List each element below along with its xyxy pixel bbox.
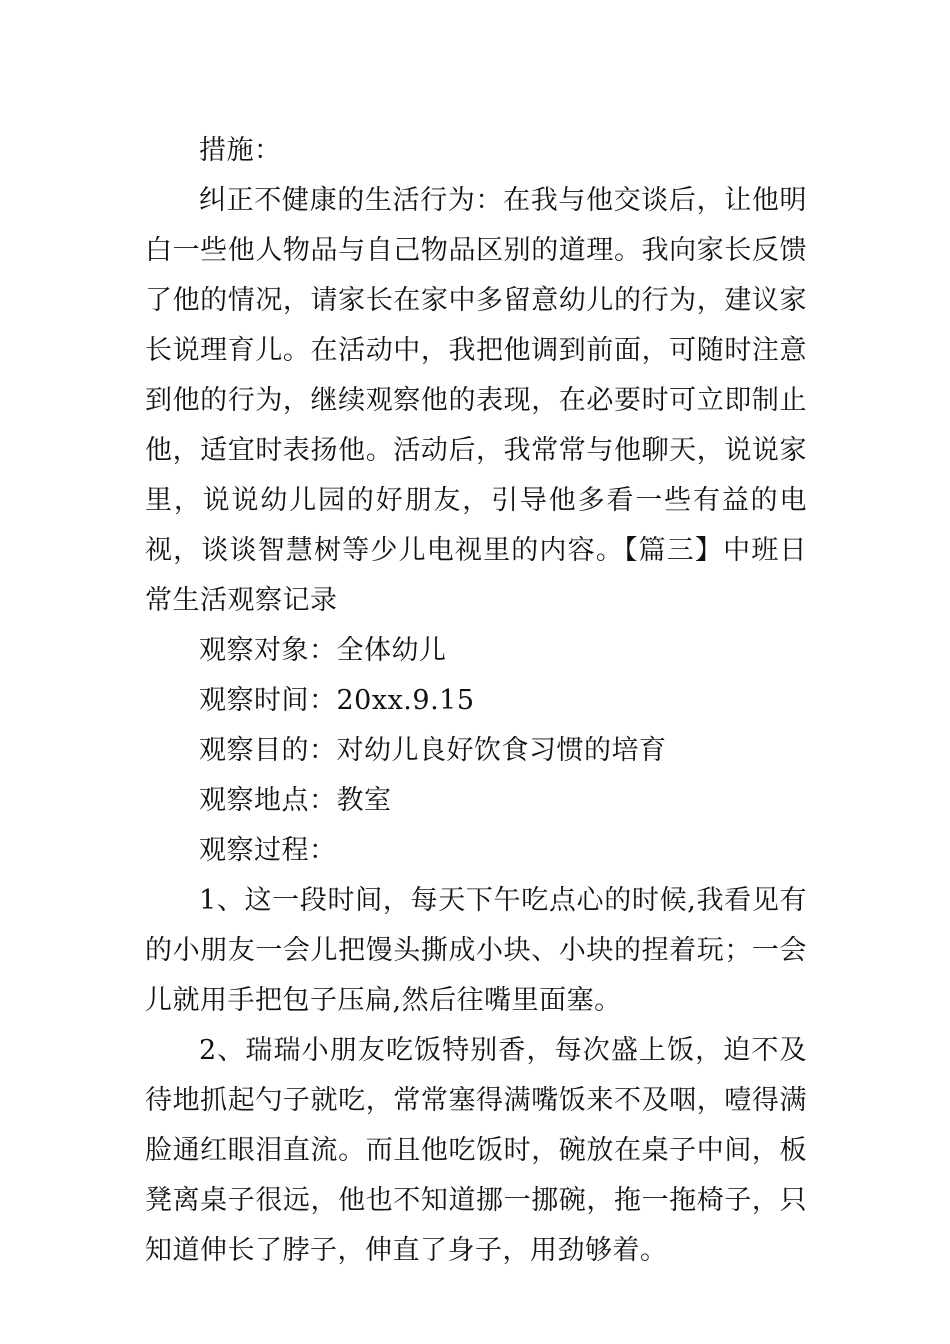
paragraph-observation-item-2: 2、瑞瑞小朋友吃饭特别香，每次盛上饭，迫不及待地抓起勺子就吃，常常塞得满嘴饭来不及咽，噎得满脸通红眼泪直流。而且他吃饭时，碗放在桌子中间，板凳离桌子很远，他也不知道挪一挪碗，拖一拖椅子，只知道伸长了脖子，伸直了身子，用劲够着。 bbox=[145, 1035, 807, 1266]
paragraph-observation-item-1: 1、这一段时间，每天下午吃点心的时候,我看见有的小朋友一会儿把馒头撕成小块、小块的捏着玩；一会儿就用手把包子压扁,然后往嘴里面塞。 bbox=[145, 885, 807, 1016]
paragraph-observation-time: 观察时间：20xx.9.15 bbox=[199, 685, 475, 716]
document-body bbox=[145, 126, 807, 1276]
paragraph-observation-location: 观察地点：教室 bbox=[199, 785, 392, 816]
paragraph-corrective-measures: 纠正不健康的生活行为：在我与他交谈后，让他明白一些他人物品与自己物品区别的道理。我向家长反馈了他的情况，请家长在家中多留意幼儿的行为，建议家长说理育儿。在活动中，我把他调到前面，可随时注意到他的行为，继续观察他的表现，在必要时可立即制止他，适宜时表扬他。活动后，我常常与他聊天，说说家里，说说幼儿园的好朋友，引导他多看一些有益的电视，谈谈智慧树等少儿电视里的内容。【篇三】中班日常生活观察记录 bbox=[145, 185, 807, 616]
paragraph-observation-subject: 观察对象：全体幼儿 bbox=[199, 635, 447, 666]
paragraph-observation-purpose: 观察目的：对幼儿良好饮食习惯的培育 bbox=[199, 735, 667, 766]
paragraph-measures-heading: 措施： bbox=[199, 135, 282, 166]
paragraph-observation-process-heading: 观察过程： bbox=[199, 835, 337, 866]
